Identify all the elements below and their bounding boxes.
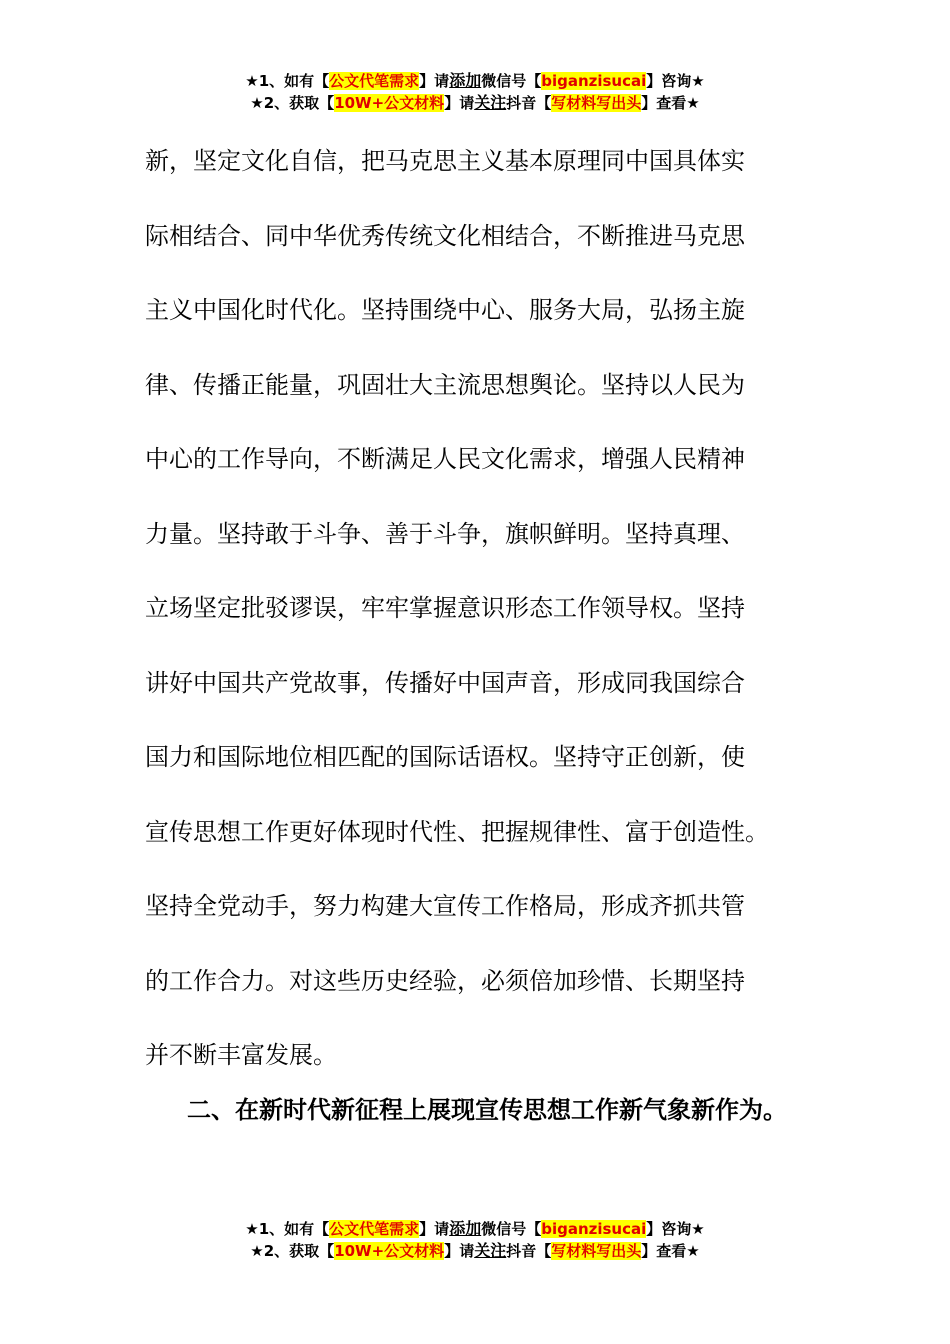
body-line: 新，坚定文化自信，把马克思主义基本原理同中国具体实 — [145, 147, 745, 175]
footer-banner — [0, 1218, 950, 1262]
section-heading: 二、在新时代新征程上展现宣传思想工作新气象新作为。 — [187, 1096, 787, 1124]
body-line: 际相结合、同中华优秀传统文化相结合，不断推进马克思 — [145, 221, 745, 250]
body-line: 讲好中国共产党故事，传播好中国声音，形成同我国综合 — [145, 668, 745, 697]
douyin-account-highlight: 写材料写出头 — [551, 1242, 642, 1260]
body-paragraph — [145, 124, 805, 1093]
body-line: 中心的工作导向，不断满足人民文化需求，增强人民精神 — [145, 445, 745, 473]
banner-line-2: ★2、获取【10W+公文材料】请关注抖音【写材料写出头】查看★ — [250, 93, 700, 112]
body-line: 主义中国化时代化。坚持围绕中心、服务大局，弘扬主旋 — [145, 296, 745, 324]
ghostwriting-service-highlight: 公文代笔需求 — [329, 72, 420, 90]
header-banner — [0, 70, 950, 114]
body-line: 并不断丰富发展。 — [145, 1041, 337, 1069]
banner-line-1: ★1、如有【公文代笔需求】请添加微信号【biganzisucai】咨询★ — [245, 1219, 705, 1238]
banner-line-2: ★2、获取【10W+公文材料】请关注抖音【写材料写出头】查看★ — [250, 1241, 700, 1260]
wechat-id-highlight: biganzisucai — [541, 1220, 647, 1238]
body-line: 律、传播正能量，巩固壮大主流思想舆论。坚持以人民为 — [145, 370, 745, 399]
body-line: 国力和国际地位相匹配的国际话语权。坚持守正创新，使 — [145, 743, 745, 771]
banner-line-1: ★1、如有【公文代笔需求】请添加微信号【biganzisucai】咨询★ — [245, 71, 705, 90]
body-line: 立场坚定批驳谬误，牢牢掌握意识形态工作领导权。坚持 — [145, 594, 745, 622]
douyin-account-highlight: 写材料写出头 — [551, 94, 642, 112]
body-line: 的工作合力。对这些历史经验，必须倍加珍惜、长期坚持 — [145, 966, 745, 995]
ghostwriting-service-highlight: 公文代笔需求 — [329, 1220, 420, 1238]
materials-highlight: 10W+公文材料 — [334, 94, 445, 112]
materials-highlight: 10W+公文材料 — [334, 1242, 445, 1260]
body-line: 坚持全党动手，努力构建大宣传工作格局，形成齐抓共管 — [145, 892, 745, 920]
wechat-id-highlight: biganzisucai — [541, 72, 647, 90]
body-line: 宣传思想工作更好体现时代性、把握规律性、富于创造性。 — [145, 817, 769, 846]
body-line: 力量。坚持敢于斗争、善于斗争，旗帜鲜明。坚持真理、 — [145, 519, 745, 548]
